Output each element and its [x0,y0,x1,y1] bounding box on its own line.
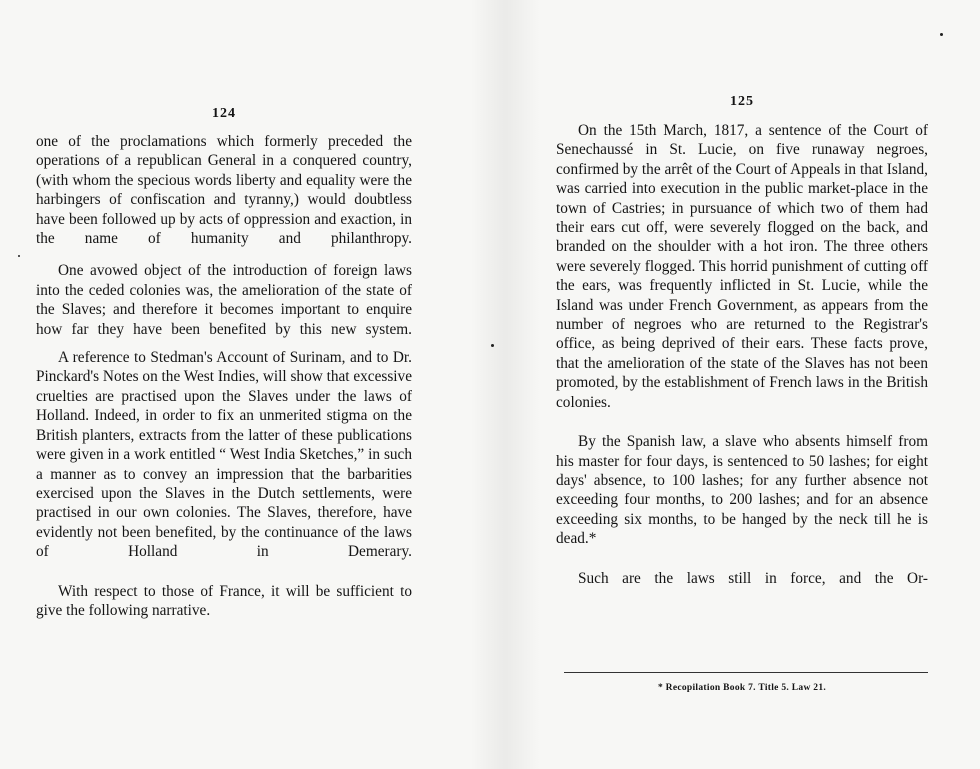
footnote-rule [564,672,928,673]
binding-gutter [470,0,540,769]
right-page-text [556,121,928,588]
footnote: * Recopilation Book 7. Title 5. Law 21. [657,683,827,693]
left-paragraph-1: one of the proclamations which formerly preceded the operations of a republican General in a conquered country, (with whom the specious words liberty and equality were the harbingers of confiscation and tyranny,) would doubtless have been followed up by acts of oppression and exaction, in the name of humanity and philanthropy. [36,133,412,248]
left-paragraph-2: One avowed object of the introduction of foreign laws into the ceded colonies was, the amelioration of the state of the Slaves; and therefore it becomes important to enquire how far they have been benefited by this new system. [36,262,412,338]
paper-speck [18,255,20,257]
left-page [36,0,412,769]
page-number-left: 124 [212,106,236,121]
page-number-right: 125 [730,94,754,109]
left-paragraph-3: A reference to Stedman's Account of Surinam, and to Dr. Pinckard's Notes on the West Indies, will show that excessive cruelties are practised upon the Slaves under the laws of Holland. Indeed, in order to fix an unmerited stigma on the British planters, extracts from the latter of these publications were given in a work entitled “ West India Sketches,” in such a manner as to convey an impression that the barbarities exercised upon the Slaves in the Dutch settlements, were practised in our own colonies. The Slaves, therefore, have evidently not been benefited, by the continuance of the laws of Holland in Demerary. [36,349,412,561]
paper-speck [491,344,494,347]
left-page-text [36,132,412,620]
left-paragraph-4: With respect to those of France, it will be sufficient to give the following narrative. [36,582,412,619]
right-paragraph-1: On the 15th March, 1817, a sentence of the Court of Senechaussé in St. Lucie, on five runaway negroes, confirmed by the arrêt of the Court of Appeals in that Island, was carried into execution in the public market-place in the town of Castries; in pursuance of which two of them had their ears cut off, were severely flogged on the back, and branded on the shoulder with a hot iron. The three others were severely flogged. This horrid punishment of cutting off the ears, was frequently inflicted in St. Lucie, while the Island was under French Government, as appears from the number of negroes who are returned to the Registrar's office, as being deprived of their ears. These facts prove, that the amelioration of the state of the Slaves has not been promoted, by the establishment of French laws in the British colonies. [556,122,928,411]
right-paragraph-2: By the Spanish law, a slave who absents himself from his master for four days, is sentenced to 50 lashes; for eight days' absence, to 100 lashes; for any further absence not exceeding four months, to 200 lashes; and for an absence exceeding six months, to be hanged by the neck till he is dead.* [556,433,928,548]
right-paragraph-3: Such are the laws still in force, and the Or- [578,569,928,587]
paper-speck [940,33,943,36]
right-page [556,0,928,769]
